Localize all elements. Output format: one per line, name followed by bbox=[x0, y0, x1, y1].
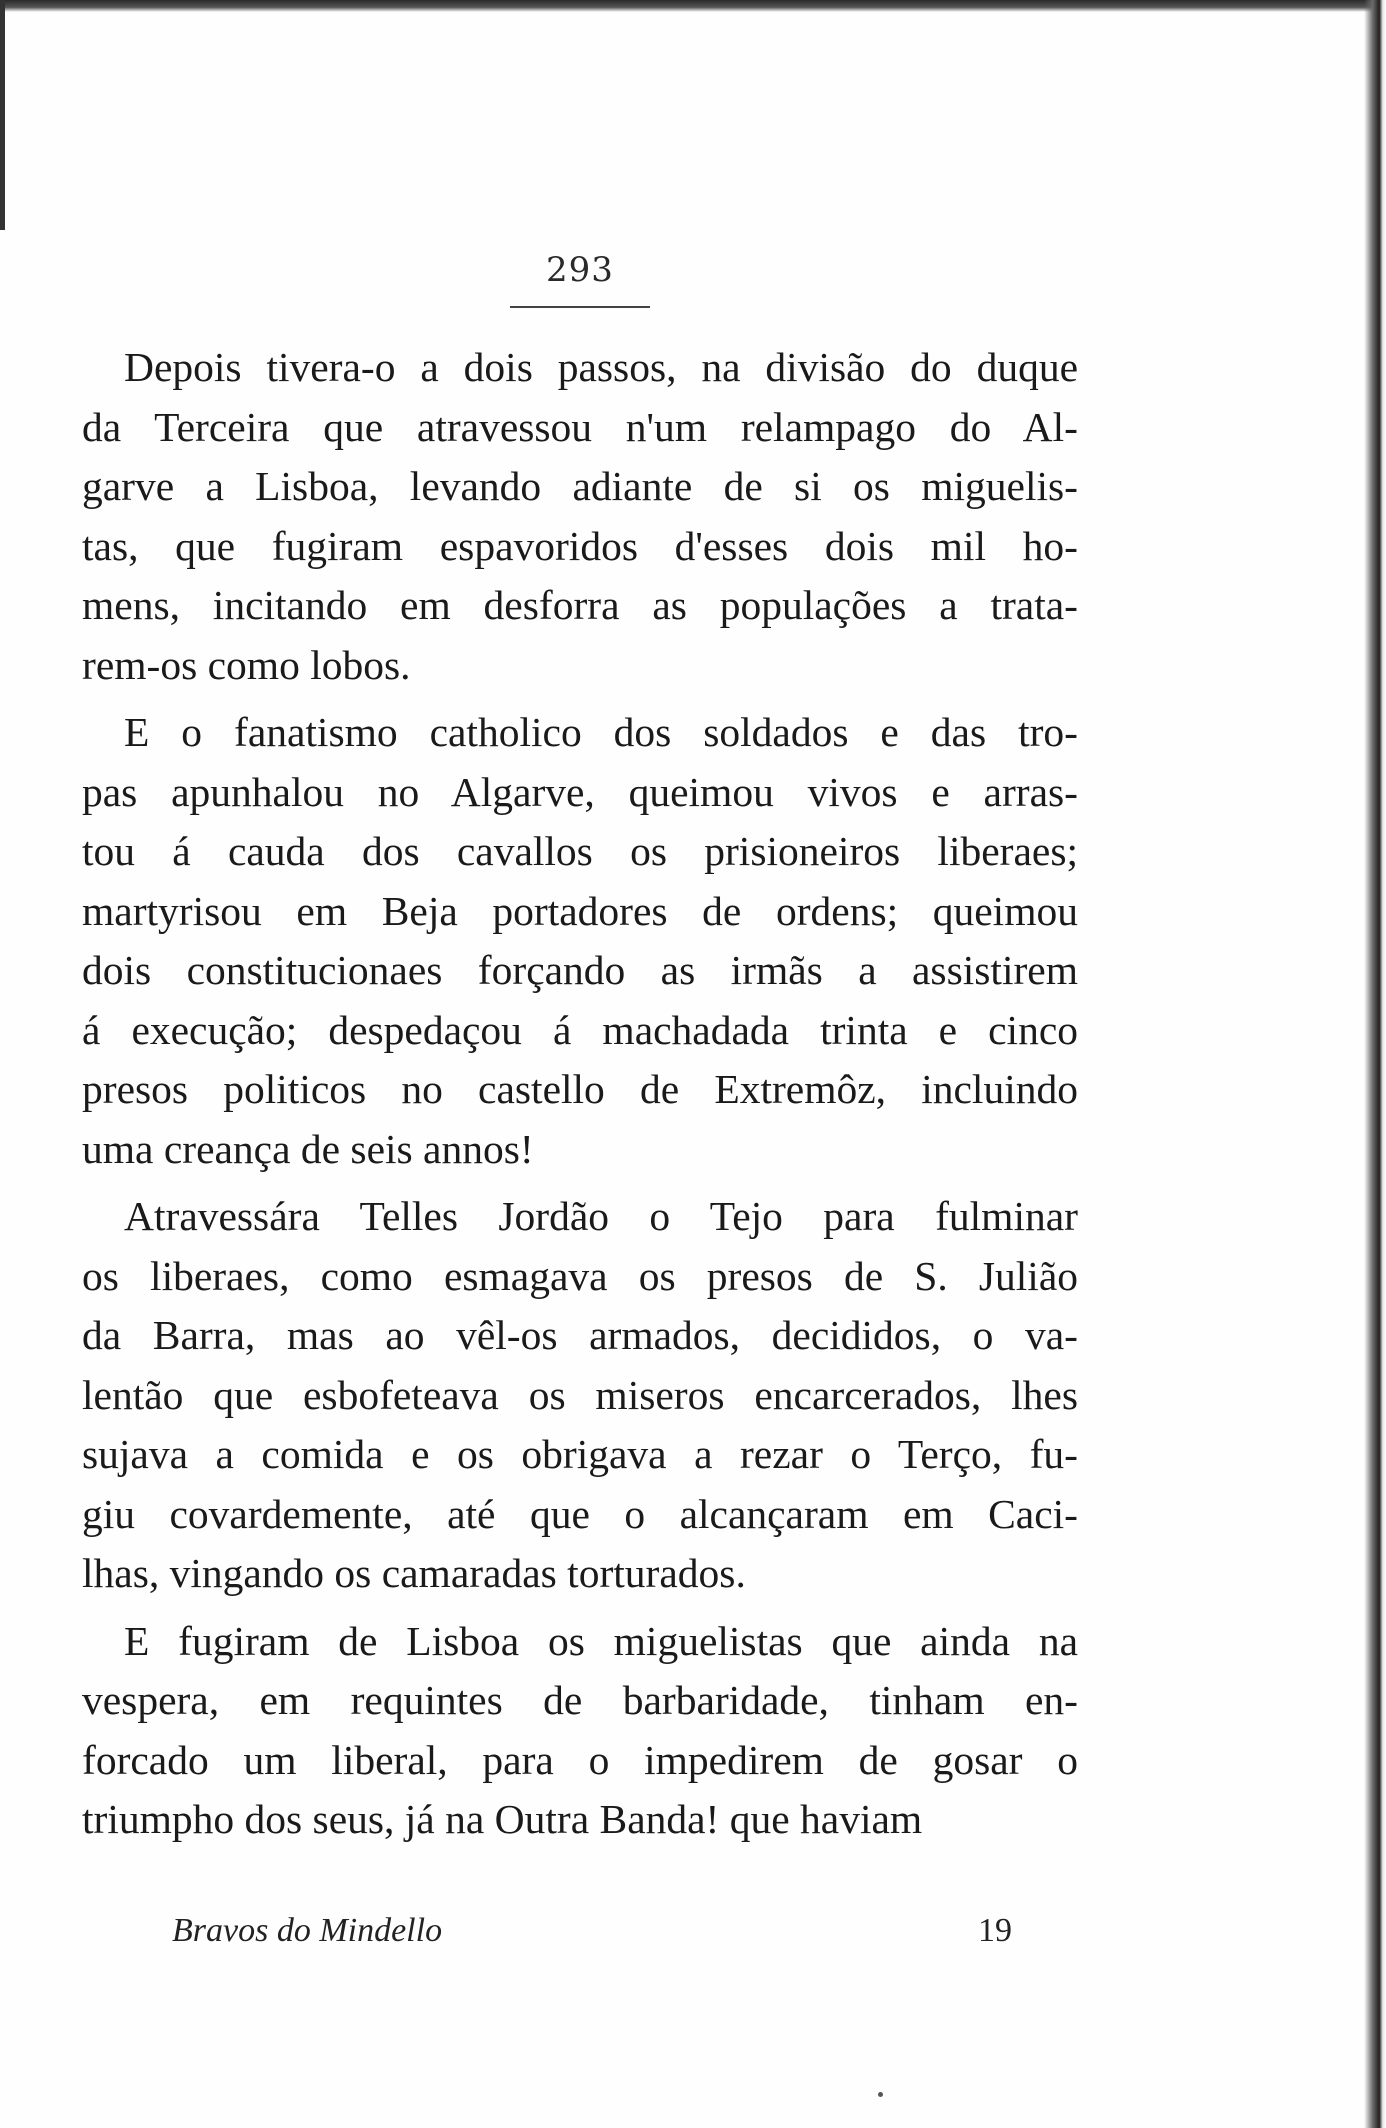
text-line: Atravessára Telles Jordão o Tejo para fulminar bbox=[124, 1193, 1078, 1239]
text-line: tou á cauda dos cavallos os prisioneiros liberaes; bbox=[82, 828, 1078, 874]
body-text bbox=[82, 338, 1078, 1850]
text-line: E fugiram de Lisboa os miguelistas que ainda na bbox=[124, 1617, 1078, 1664]
text-line: dois constitucionaes forçando as irmãs a assistirem bbox=[82, 947, 1078, 993]
paragraph bbox=[82, 1187, 1078, 1604]
text-line: sujava a comida e os obrigava a rezar o Terço, fu- bbox=[82, 1431, 1078, 1477]
text-line: forcado um liberal, para o impedirem de gosar o bbox=[82, 1736, 1078, 1783]
text-line: garve a Lisboa, levando adiante de si os miguelis- bbox=[82, 463, 1078, 509]
paragraph bbox=[82, 703, 1078, 1179]
text-line: mens, incitando em desforra as populações a trata- bbox=[82, 582, 1078, 628]
scan-edge-top bbox=[0, 0, 1386, 12]
text-line: uma creança de seis annos! bbox=[82, 1125, 534, 1172]
text-line: martyrisou em Beja portadores de ordens; queimou bbox=[82, 887, 1078, 934]
paragraph bbox=[82, 338, 1078, 695]
running-title: Bravos do Mindello bbox=[172, 1912, 443, 1949]
page-number: 293 bbox=[546, 250, 614, 290]
text-line: giu covardemente, até que o alcançaram em Caci- bbox=[82, 1490, 1078, 1537]
text-line: Depois tivera-o a dois passos, na divisão do duque bbox=[124, 344, 1078, 390]
scan-speck bbox=[878, 2092, 883, 2097]
text-line: presos politicos no castello de Extremôz, incluindo bbox=[82, 1066, 1078, 1112]
text-line: da Barra, mas ao vêl-os armados, decididos, o va- bbox=[82, 1312, 1078, 1358]
text-line: lhas, vingando os camaradas torturados. bbox=[82, 1550, 746, 1596]
signature-mark: 19 bbox=[978, 1912, 1012, 1949]
scan-edge-left bbox=[0, 0, 5, 230]
text-line: os liberaes, como esmagava os presos de S. Julião bbox=[82, 1252, 1078, 1299]
text-line: tas, que fugiram espavoridos d'esses dois mil ho- bbox=[82, 522, 1078, 569]
scan-edge-right bbox=[1364, 0, 1386, 2128]
text-line: da Terceira que atravessou n'um relampago do Al- bbox=[82, 403, 1078, 450]
text-line: lentão que esbofeteava os miseros encarcerados, lhes bbox=[82, 1371, 1078, 1418]
text-line: triumpho dos seus, já na Outra Banda! que haviam bbox=[82, 1796, 923, 1842]
text-line: pas apunhalou no Algarve, queimou vivos e arras- bbox=[82, 768, 1078, 815]
paragraph bbox=[82, 1612, 1078, 1850]
text-line: rem-os como lobos. bbox=[82, 641, 411, 688]
text-line: vespera, em requintes de barbaridade, tinham en- bbox=[82, 1677, 1078, 1723]
page-number-rule bbox=[510, 306, 650, 308]
page-footer bbox=[172, 1912, 1012, 1960]
text-line: á execução; despedaçou á machadada trinta e cinco bbox=[82, 1006, 1078, 1053]
text-line: E o fanatismo catholico dos soldados e das tro- bbox=[124, 709, 1078, 755]
